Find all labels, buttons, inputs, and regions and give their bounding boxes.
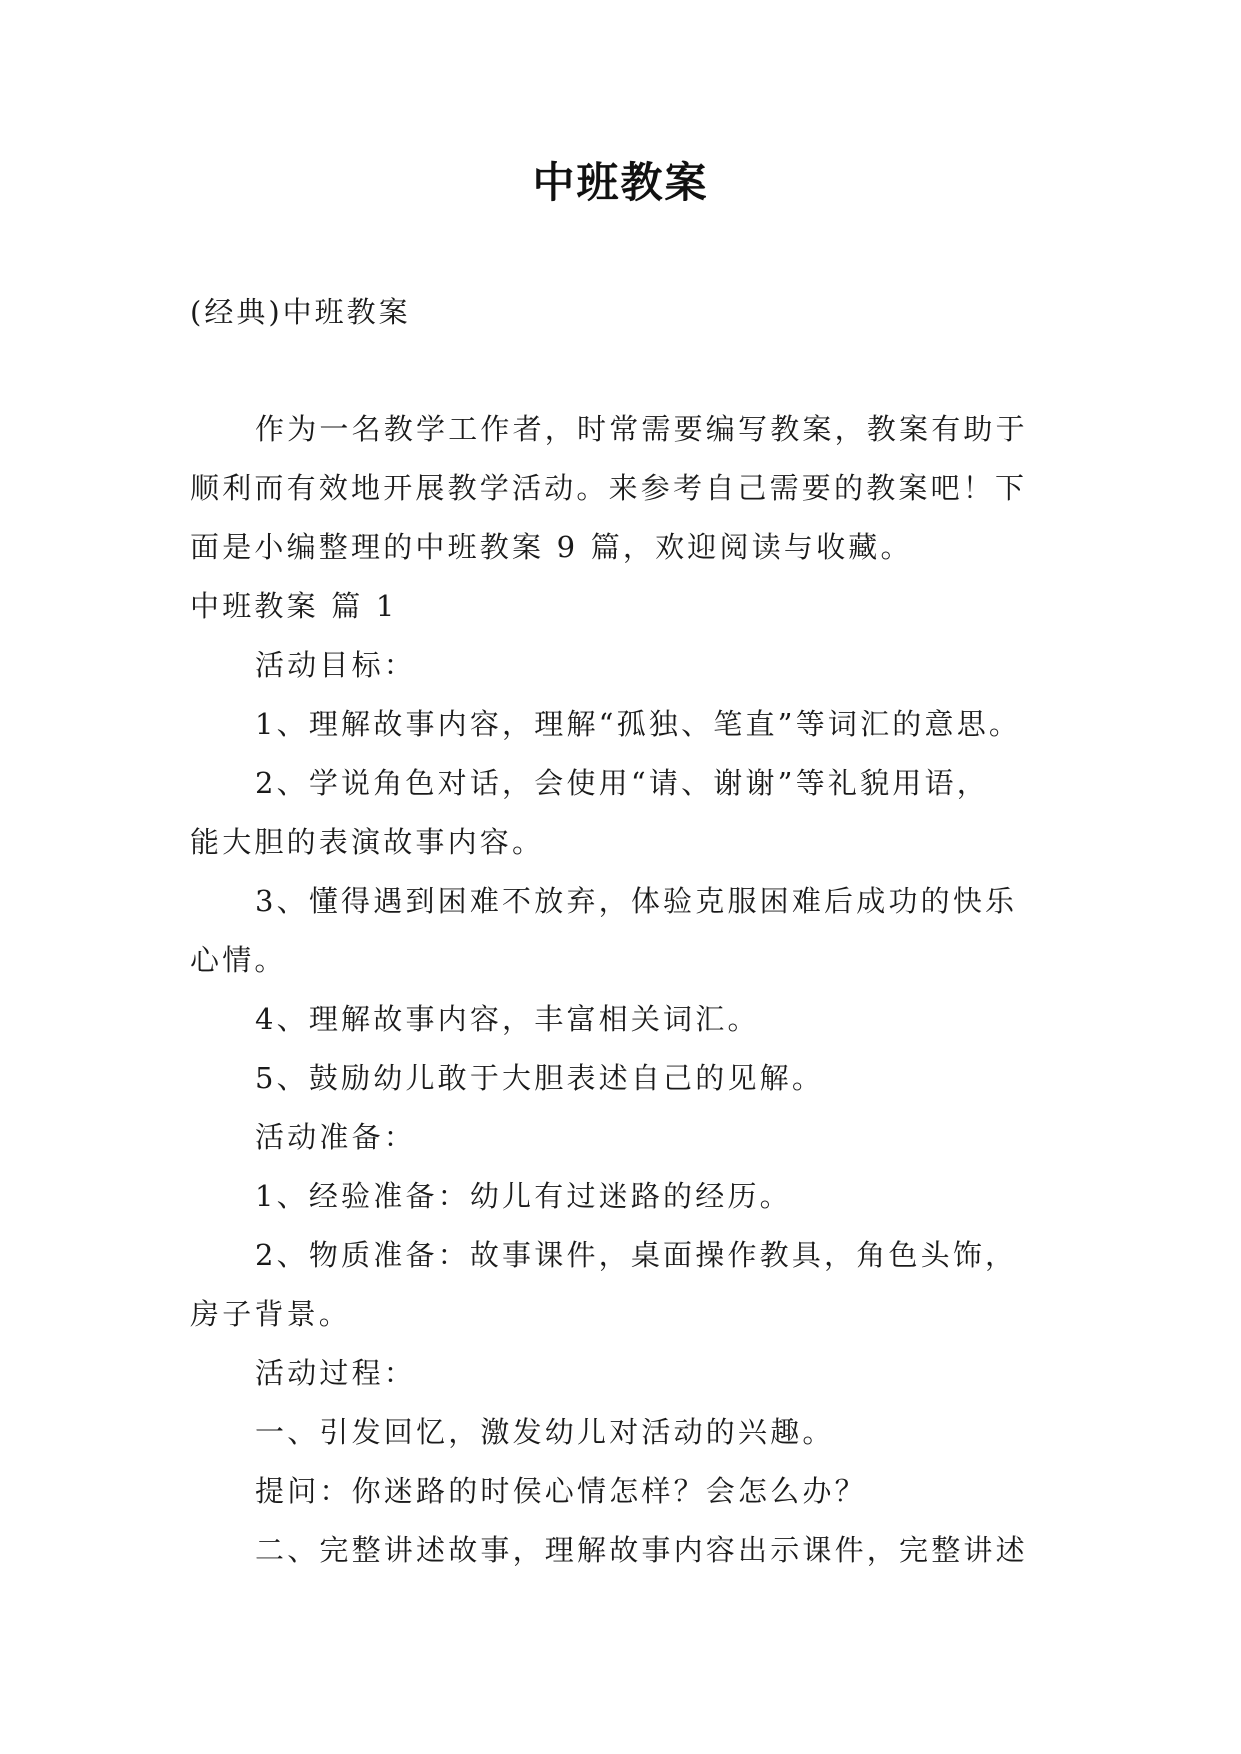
text-line: 能大胆的表演故事内容。 xyxy=(190,825,545,859)
text-line: 活动目标： xyxy=(255,648,417,682)
document-title: 中班教案 xyxy=(532,158,709,207)
text-line: 1、经验准备：幼儿有过迷路的经历。 xyxy=(255,1179,792,1213)
text-line: 活动过程： xyxy=(255,1356,417,1390)
text-line: 二、完整讲述故事，理解故事内容出示课件，完整讲述 xyxy=(255,1533,1028,1567)
document-subtitle: (经典)中班教案 xyxy=(190,295,411,329)
text-line: 中班教案 篇 1 xyxy=(190,589,398,623)
text-line: 心情。 xyxy=(190,943,287,977)
text-line: 房子背景。 xyxy=(190,1297,352,1331)
text-line: 1、理解故事内容，理解“孤独、笔直”等词汇的意思。 xyxy=(255,707,1022,741)
text-line: 活动准备： xyxy=(255,1120,417,1154)
document-body xyxy=(190,400,1060,1580)
text-line: 4、理解故事内容，丰富相关词汇。 xyxy=(255,1002,760,1036)
text-line: 2、物质准备：故事课件，桌面操作教具，角色头饰， xyxy=(255,1238,1018,1272)
text-line: 顺利而有效地开展教学活动。来参考自己需要的教案吧！下 xyxy=(190,471,1028,505)
text-line: 2、学说角色对话，会使用“请、谢谢”等礼貌用语， xyxy=(255,766,989,800)
text-line: 面是小编整理的中班教案 9 篇，欢迎阅读与收藏。 xyxy=(190,530,913,564)
text-line: 一、引发回忆，激发幼儿对活动的兴趣。 xyxy=(255,1415,835,1449)
text-line: 3、懂得遇到困难不放弃，体验克服困难后成功的快乐 xyxy=(255,884,1018,918)
text-line: 作为一名教学工作者，时常需要编写教案，教案有助于 xyxy=(255,412,1028,446)
text-line: 5、鼓励幼儿敢于大胆表述自己的见解。 xyxy=(255,1061,825,1095)
text-line: 提问：你迷路的时侯心情怎样？会怎么办？ xyxy=(255,1474,867,1508)
